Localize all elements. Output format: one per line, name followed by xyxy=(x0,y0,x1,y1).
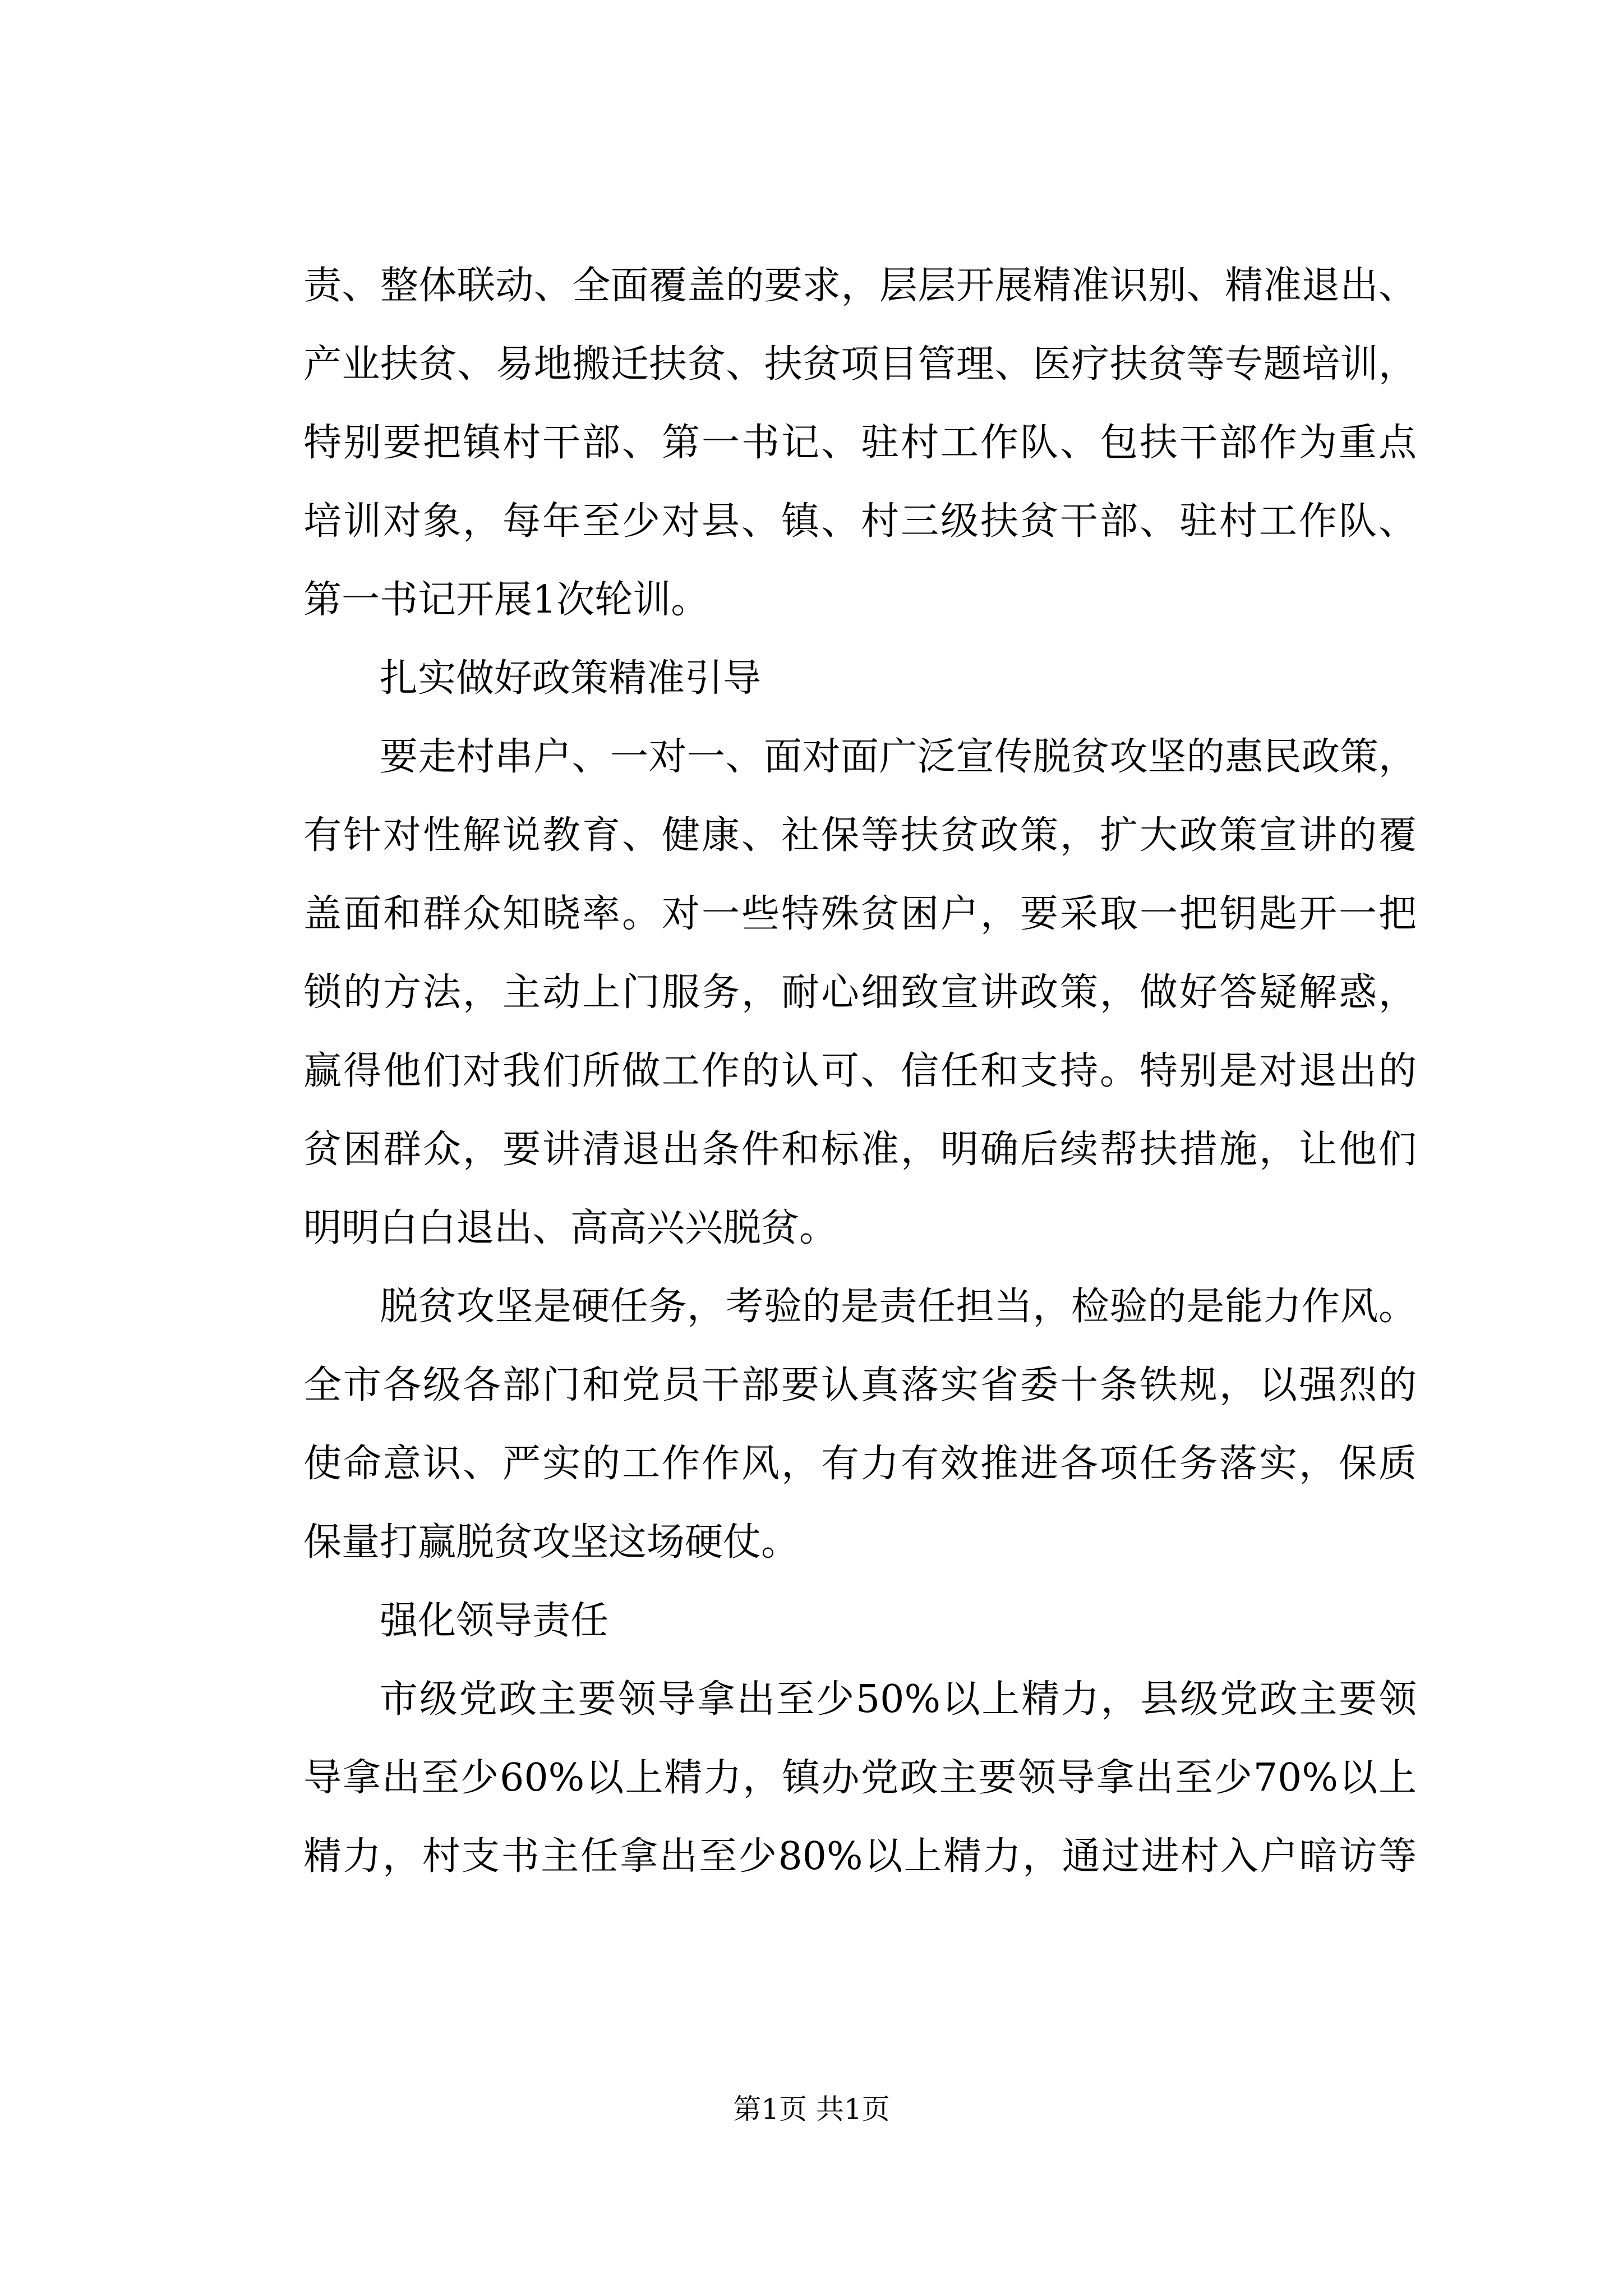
paragraph-line: 锁的方法，主动上门服务，耐心细致宣讲政策，做好答疑解惑， xyxy=(303,970,1417,1015)
paragraph-line: 保量打赢脱贫攻坚这场硬仗。 xyxy=(303,1520,800,1565)
page-number-footer: 第1页 共1页 xyxy=(733,2093,890,2125)
paragraph-line: 贫困群众，要讲清退出条件和标准，明确后续帮扶措施，让他们 xyxy=(303,1128,1417,1172)
paragraph-line: 明明白白退出、高高兴兴脱贫。 xyxy=(303,1206,838,1250)
paragraph-line: 培训对象，每年至少对县、镇、村三级扶贫干部、驻村工作队、 xyxy=(303,499,1417,544)
paragraph-line: 产业扶贫、易地搬迁扶贫、扶贫项目管理、医疗扶贫等专题培训， xyxy=(303,342,1417,386)
paragraph-line: 脱贫攻坚是硬任务，考验的是责任担当，检验的是能力作风。 xyxy=(380,1285,1417,1329)
paragraph-line: 市级党政主要领导拿出至少50%以上精力，县级党政主要领 xyxy=(380,1677,1417,1722)
paragraph-line: 特别要把镇村干部、第一书记、驻村工作队、包扶干部作为重点 xyxy=(303,421,1417,465)
paragraph-line: 第一书记开展1次轮训。 xyxy=(303,578,709,622)
paragraph-line: 责、整体联动、全面覆盖的要求，层层开展精准识别、精准退出、 xyxy=(303,264,1417,308)
paragraph-line: 导拿出至少60%以上精力，镇办党政主要领导拿出至少70%以上 xyxy=(303,1756,1417,1800)
paragraph-line: 使命意识、严实的工作作风，有力有效推进各项任务落实，保质 xyxy=(303,1442,1417,1486)
section-heading: 扎实做好政策精准引导 xyxy=(380,656,762,701)
paragraph-line: 赢得他们对我们所做工作的认可、信任和支持。特别是对退出的 xyxy=(303,1049,1417,1093)
paragraph-line: 要走村串户、一对一、面对面广泛宣传脱贫攻坚的惠民政策， xyxy=(380,735,1417,779)
section-heading: 强化领导责任 xyxy=(380,1599,609,1643)
paragraph-line: 有针对性解说教育、健康、社保等扶贫政策，扩大政策宣讲的覆 xyxy=(303,813,1417,858)
paragraph-line: 全市各级各部门和党员干部要认真落实省委十条铁规，以强烈的 xyxy=(303,1363,1417,1407)
paragraph-line: 盖面和群众知晓率。对一些特殊贫困户，要采取一把钥匙开一把 xyxy=(303,892,1417,936)
paragraph-line: 精力，村支书主任拿出至少80%以上精力，通过进村入户暗访等 xyxy=(303,1834,1417,1879)
